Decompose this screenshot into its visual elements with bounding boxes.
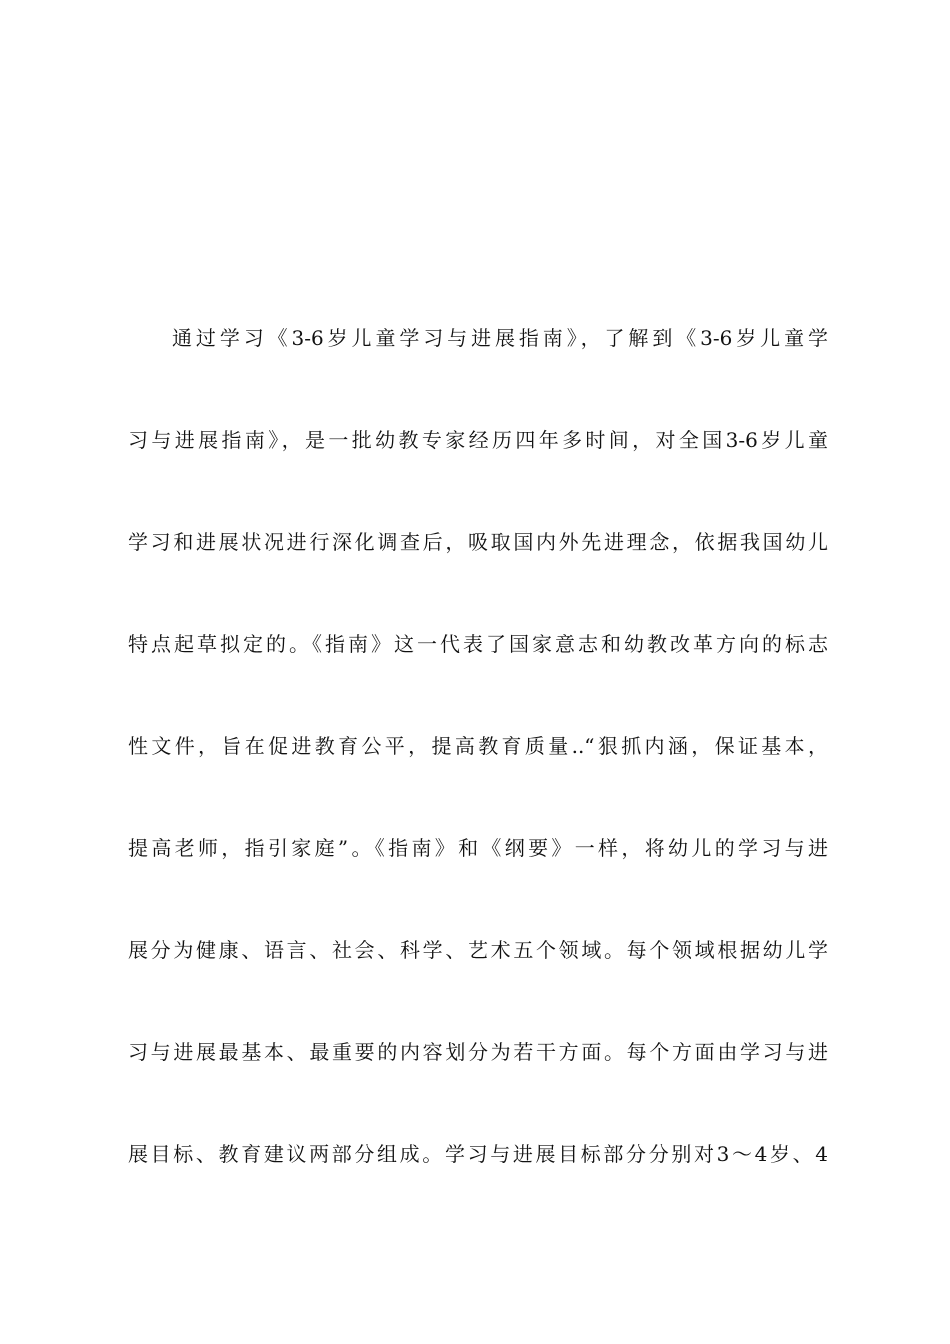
paragraph-line: 展分为健康、语言、社会、科学、艺术五个领域。每个领域根据幼儿学: [128, 938, 828, 962]
paragraph-line: 习与进展指南》，是一批幼教专家经历四年多时间，对全国3-6岁儿童: [128, 428, 828, 452]
body-paragraph: [128, 318, 828, 1236]
paragraph-line: 特点起草拟定的。《指南》这一代表了国家意志和幼教改革方向的标志: [128, 632, 828, 656]
paragraph-line: 习与进展最基本、最重要的内容划分为若干方面。每个方面由学习与进: [128, 1040, 828, 1064]
paragraph-line: 提高老师，指引家庭”。《指南》和《纲要》一样，将幼儿的学习与进: [128, 836, 828, 860]
paragraph-line: 通过学习《3-6岁儿童学习与进展指南》，了解到《3-6岁儿童学: [172, 326, 828, 350]
paragraph-line: 展目标、教育建议两部分组成。学习与进展目标部分分别对3～4岁、4: [128, 1142, 828, 1166]
paragraph-line: 学习和进展状况进行深化调查后，吸取国内外先进理念，依据我国幼儿: [128, 530, 828, 554]
paragraph-line: 性文件，旨在促进教育公平，提高教育质量..“狠抓内涵，保证基本，: [128, 734, 828, 758]
